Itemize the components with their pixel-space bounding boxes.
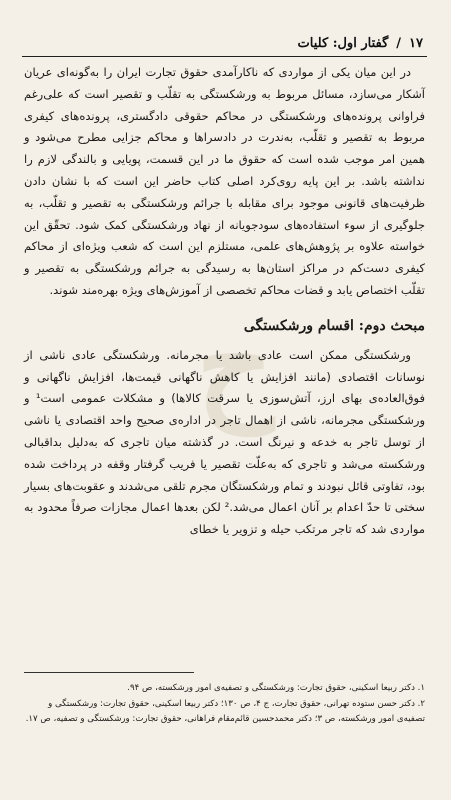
- header-separator: /: [396, 35, 402, 51]
- main-text: [24, 62, 425, 541]
- watermark-logo: ح: [196, 294, 274, 435]
- footnote-1: ۱. دکتر ربیعا اسکینی، حقوق تجارت: ورشکستگی و تصفیه‌ی امور ورشکسته، ص ۹۴.: [127, 683, 425, 693]
- header-rule: [22, 56, 427, 57]
- section-heading: مبحث دوم: اقسام ورشکستگی: [243, 317, 425, 334]
- footnote-2: ۲. دکتر حسن ستوده تهرانی، حقوق تجارت، ج ۴، ص ۱۳۰؛ دکتر ربیعا اسکینی، حقوق تجارت: ورشکستگی و تصفیه‌ی امور ورشکسته، ص ۳؛ دکتر محمدحسین قائم‌مقام فراهانی، حقوق تجارت: ورشکستگی و تصفیه، ص ۱۷.: [25, 698, 425, 724]
- chapter-title: گفتار اول: کلیات: [297, 35, 389, 51]
- footnote-rule: [24, 672, 194, 673]
- footnotes: [24, 681, 425, 728]
- paragraph-types: ورشکستگی ممکن است عادی باشد یا مجرمانه. ورشکستگی عادی ناشی از نوسانات اقتصادی (مانند افزایش یا کاهش ناگهانی قیمت‌ها، افزایش ناگهانی و فوق‌العاده‌ی بهای ارز، آتش‌سوزی یا سرقت کالاها) و مشکلات عمومی است¹ و ورشکستگی مجرمانه، ناشی از اهمال تاجر در اداره‌ی صحیح واحد اقتصادی یا ناشی از توسل تاجر به خدعه و نیرنگ است. در گذشته میان تاجری که به‌دلیل بداقبالی ورشکسته می‌شد و تاجری که به‌علّت تقصیر یا فریب گرفتار وقفه در پرداخت شده بود، تفاوتی قائل نبودند و تمام ورشکستگان مجرم تلقی می‌شدند و عقوبت‌های بسیار سختی تا حدّ اعدام بر آنان اعمال می‌شد.² لکن بعدها اعمال مجازات صرفاً محدود به مواردی شد که تاجر مرتکب حیله و تزویر یا خطای: [24, 347, 425, 537]
- running-header: [26, 32, 423, 54]
- page-number: ۱۷: [409, 35, 423, 51]
- paragraph-intro: در این میان یکی از مواردی که ناکارآمدی حقوق تجارت ایران را به‌گونه‌ای عریان آشکار می‌سازد، مسائل مربوط به ورشکستگی به تقلّب و تقصیر است که علی‌رغم فراوانی پرونده‌های ورشکستگی در محاکم حقوقی دادگستری، پرونده‌های کیفری مربوط به تقصیر و تقلّب، به‌ندرت در دادسراها و محاکم جزایی مطرح می‌شود و همین امر موجب شده است که حقوق ما در این قسمت، پویایی و بالندگی لازم را نداشته باشد. بر این پایه روی‌کرد اصلی کتاب حاضر این است که با نشان دادن ظرفیت‌های قانونی موجود برای مقابله با جرائم ورشکستگی به تقصیر و تقلّب، به جلوگیری از سوء استفاده‌های سودجویانه از نهاد ورشکستگی کمک شود. تحقّق این خواسته علاوه بر پژوهش‌های علمی، مستلزم این است که شعب ویژه‌ای از محاکم کیفری دست‌کم در مراکز استان‌ها به رسیدگی به جرائم ورشکستگی به تقصیر و تقلّب اختصاص یابد و قضات محاکم تخصصی از آموزش‌های ویژه بهره‌مند شوند.: [24, 65, 425, 297]
